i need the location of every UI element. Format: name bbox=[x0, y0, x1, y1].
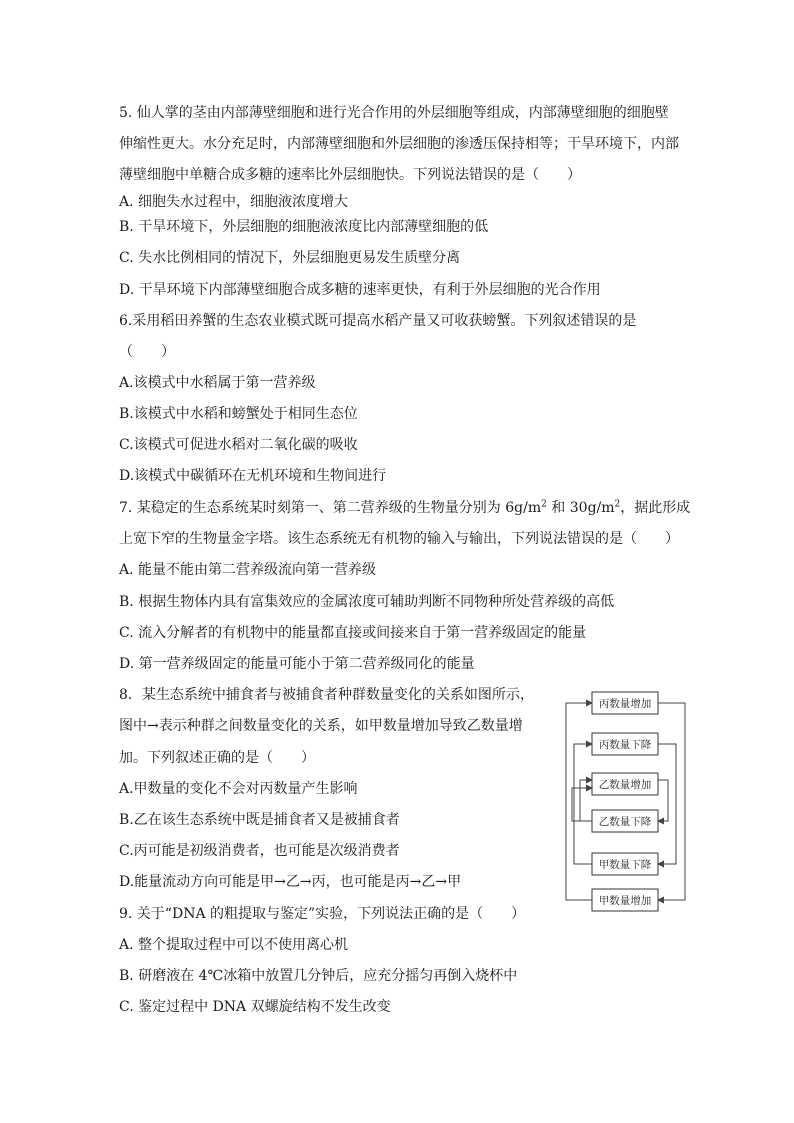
q7-option-b: B. 根据生物体内具有富集效应的金属浓度可辅助判断不同物种所处营养级的高低 bbox=[119, 594, 615, 610]
box-bing-increase bbox=[592, 692, 658, 714]
q5-option-c: C. 失水比例相同的情况下，外层细胞更易发生质壁分离 bbox=[119, 250, 461, 266]
q9-option-a: A. 整个提取过程中可以不使用离心机 bbox=[119, 937, 349, 953]
q8-stem-line-1: 8．某生态系统中捕食者与被捕食者种群数量变化的关系如图所示， bbox=[119, 687, 534, 703]
box-yi-decrease bbox=[592, 810, 658, 832]
flow-arrow-3 bbox=[658, 780, 668, 821]
q7-superscript-2: 2 bbox=[614, 499, 621, 510]
q8-stem-line-3: 加。下列叙述正确的是（ ） bbox=[119, 750, 315, 766]
q6-stem-line-1: 6.采用稻田养蟹的生态农业模式既可提高水稻产量又可收获螃蟹。下列叙述错误的是 bbox=[119, 313, 637, 329]
q9-stem-line-1: 9. 关于“DNA 的粗提取与鉴定”实验，下列说法正确的是（ ） bbox=[119, 906, 526, 922]
flow-arrow-7 bbox=[572, 788, 592, 821]
box-label: 甲数量下降 bbox=[598, 859, 652, 871]
q9-option-b: B. 研磨液在 4℃冰箱中放置几分钟后，应充分摇匀再倒入烧杯中 bbox=[119, 968, 518, 984]
q7-option-d: D. 第一营养级固定的能量可能小于第二营养级同化的能量 bbox=[119, 656, 475, 672]
q7-stem-text-a: 7. 某稳定的生态系统某时刻第一、第二营养级的生物量分别为 6g/m bbox=[119, 500, 542, 516]
box-yi-increase bbox=[592, 773, 658, 795]
box-label: 甲数量增加 bbox=[598, 895, 652, 907]
q8-option-c: C.丙可能是初级消费者，也可能是次级消费者 bbox=[119, 843, 400, 859]
q7-superscript-1: 2 bbox=[541, 499, 547, 510]
q8-option-b: B.乙在该生态系统中既是捕食者又是被捕食者 bbox=[119, 812, 400, 828]
box-jia-decrease bbox=[592, 853, 658, 875]
box-label: 乙数量下降 bbox=[598, 816, 652, 828]
q7-stem-line-1 bbox=[119, 499, 690, 517]
q6-option-a: A.该模式中水稻属于第一营养级 bbox=[119, 375, 316, 391]
q6-option-d: D.该模式中碳循环在无机环境和生物间进行 bbox=[119, 468, 387, 484]
box-label: 丙数量下降 bbox=[598, 739, 652, 751]
q7-stem-text-b: 和 30g/m bbox=[546, 500, 615, 516]
q5-stem-line-2: 伸缩性更大。水分充足时，内部薄壁细胞和外层细胞的渗透压保持相等；干旱环境下，内部 bbox=[119, 136, 679, 152]
q7-option-a: A. 能量不能由第二营养级流向第一营养级 bbox=[119, 562, 377, 578]
q6-option-c: C.该模式可促进水稻对二氧化碳的吸收 bbox=[119, 437, 358, 453]
population-flow-diagram bbox=[560, 688, 700, 916]
q9-option-c: C. 鉴定过程中 DNA 双螺旋结构不发生改变 bbox=[119, 999, 391, 1015]
flow-arrow-2 bbox=[658, 744, 676, 864]
q5-option-a: A. 细胞失水过程中，细胞液浓度增大 bbox=[119, 194, 349, 210]
flow-arrow-1 bbox=[658, 703, 685, 900]
box-label: 乙数量增加 bbox=[598, 779, 652, 791]
box-label: 丙数量增加 bbox=[598, 698, 652, 710]
q7-option-c: C. 流入分解者的有机物中的能量都直接或间接来自于第一营养级固定的能量 bbox=[119, 625, 587, 641]
q7-stem-text-c: ，据此形成 bbox=[620, 500, 691, 516]
flow-arrow-6 bbox=[566, 703, 592, 900]
q8-option-d: D.能量流动方向可能是甲→乙→丙，也可能是丙→乙→甲 bbox=[119, 874, 462, 890]
box-jia-increase bbox=[592, 889, 658, 911]
q5-option-b: B. 干旱环境下，外层细胞的细胞液浓度比内部薄壁细胞的低 bbox=[119, 219, 489, 235]
box-bing-decrease bbox=[592, 733, 658, 755]
q5-stem-line-3: 薄壁细胞中单糖合成多糖的速率比外层细胞快。下列说法错误的是（ ） bbox=[119, 167, 581, 183]
flow-arrow-5 bbox=[574, 744, 592, 864]
q5-option-d: D. 干旱环境下内部薄壁细胞合成多糖的速率更快，有利于外层细胞的光合作用 bbox=[119, 282, 601, 298]
q6-option-b: B.该模式中水稻和螃蟹处于相同生态位 bbox=[119, 406, 358, 422]
flow-arrow-4 bbox=[580, 780, 592, 821]
q6-stem-line-2: （ ） bbox=[119, 344, 175, 360]
q5-stem-line-1: 5. 仙人掌的茎由内部薄壁细胞和进行光合作用的外层细胞等组成，内部薄壁细胞的细胞壁 bbox=[119, 105, 669, 121]
q7-stem-line-2: 上宽下窄的生物量金字塔。该生态系统无有机物的输入与输出，下列说法错误的是（ ） bbox=[119, 531, 679, 547]
q8-stem-line-2: 图中→表示种群之间数量变化的关系，如甲数量增加导致乙数量增 bbox=[119, 718, 523, 734]
q8-option-a: A.甲数量的变化不会对丙数量产生影响 bbox=[119, 781, 358, 797]
